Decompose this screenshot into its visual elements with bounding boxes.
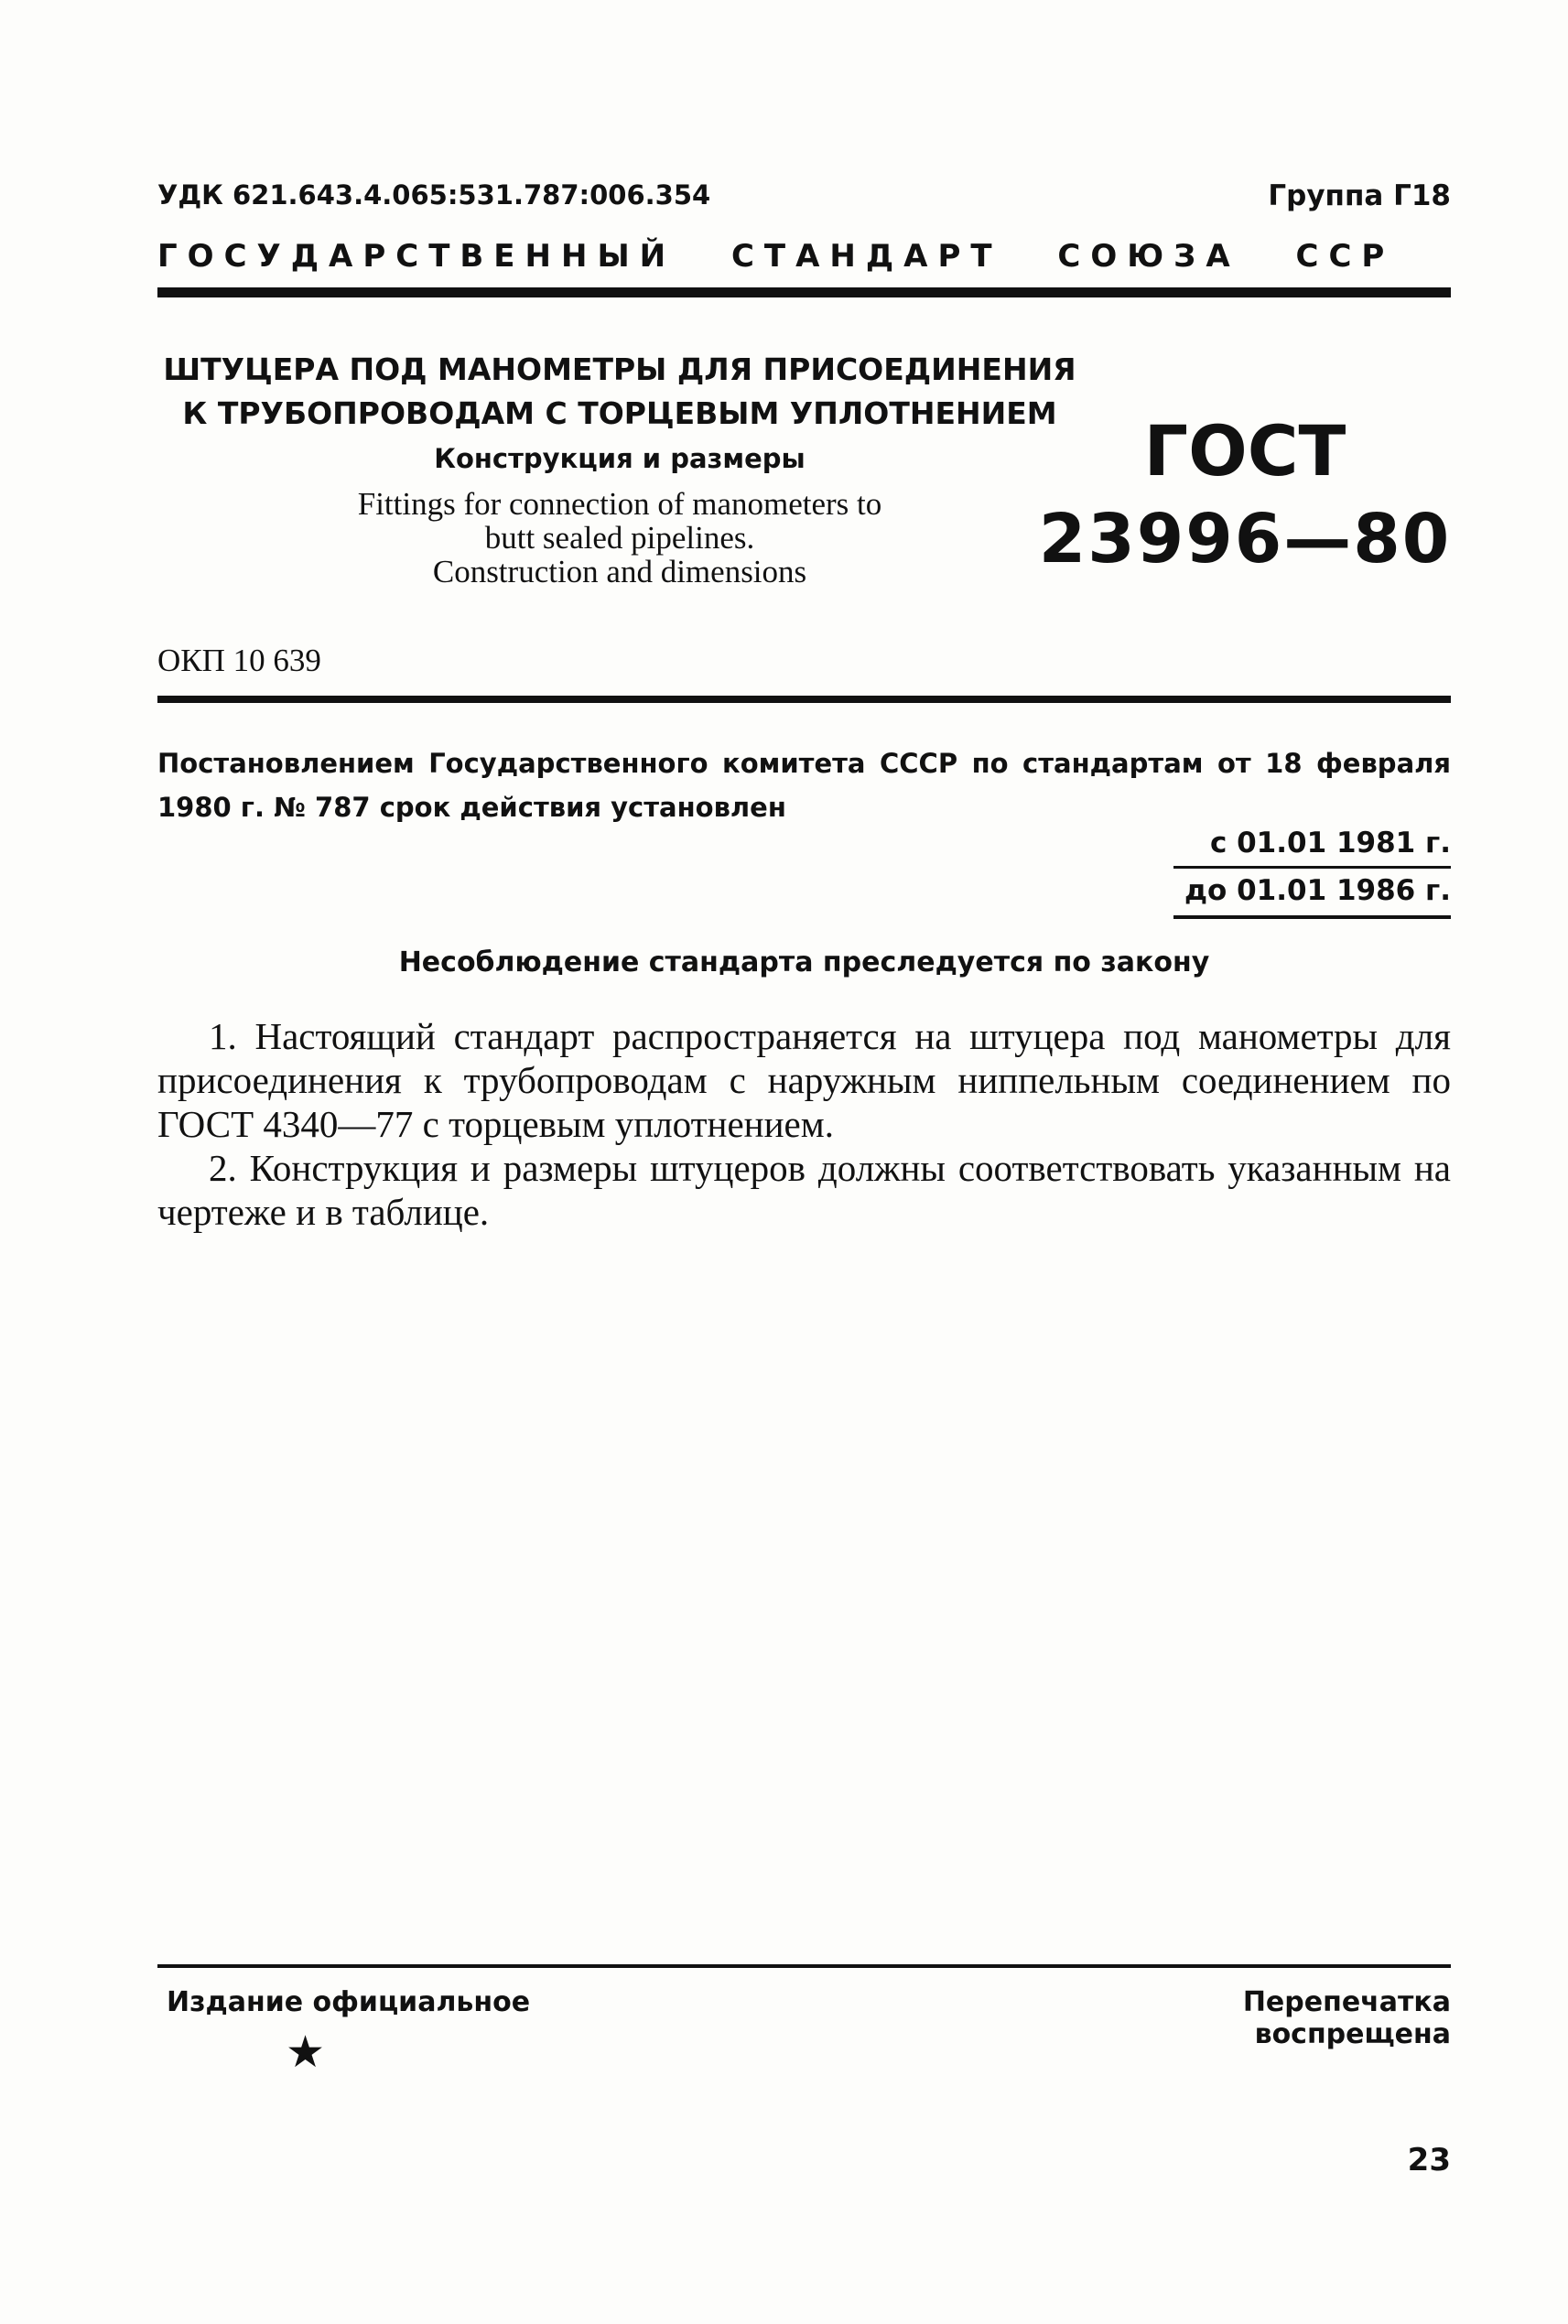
official-edition-label: Издание официальное — [167, 1986, 531, 2018]
title-line-1: ШТУЦЕРА ПОД МАНОМЕТРЫ ДЛЯ ПРИСОЕДИНЕНИЯ — [163, 351, 1076, 387]
english-title-line-1: Fittings for connection of manometers to — [357, 486, 882, 522]
english-title-line-3: Construction and dimensions — [432, 554, 807, 589]
star-icon: ★ — [286, 2028, 326, 2077]
law-notice: Несоблюдение стандарта преследуется по закону — [398, 946, 1210, 978]
effective-date-to: до 01.01 1986 г. — [1184, 874, 1451, 907]
gost-label: ГОСТ — [1143, 410, 1346, 492]
page-number: 23 — [1407, 2142, 1451, 2178]
reprint-prohibited-label: Перепечатка воспрещена — [1242, 1986, 1451, 2050]
paragraph-1: 1. Настоящий стандарт распространяется на штуцера под манометры для присоединения к трубопроводам с наружным ниппельным соединением по ГОСТ 4340—77 с торцевым уплотнением. — [157, 1015, 1451, 1145]
document-title — [157, 348, 1082, 436]
date-divider — [1173, 866, 1451, 869]
footer-rule — [157, 1964, 1451, 1968]
group-code: Группа Г18 — [1268, 179, 1451, 212]
okp-code: ОКП 10 639 — [157, 643, 321, 678]
okp-rule — [157, 696, 1451, 703]
english-title-line-2: butt sealed pipelines. — [484, 520, 755, 556]
udc-code: УДК 621.643.4.065:531.787:006.354 — [157, 179, 711, 211]
gost-number: 23996—80 — [1038, 500, 1452, 578]
header-rule — [157, 287, 1451, 297]
body-text — [157, 1014, 1451, 1234]
english-title — [157, 487, 1082, 589]
state-standard-heading: ГОСУДАРСТВЕННЫЙ СТАНДАРТ СОЮЗА ССР — [157, 238, 1395, 275]
effective-date-from: с 01.01 1981 г. — [1209, 827, 1451, 859]
resolution-text: Постановлением Государственного комитета СССР по стандартам от 18 февраля 1980 г. № 787 срок действия установлен — [157, 748, 1451, 823]
document-subtitle: Конструкция и размеры — [434, 443, 806, 474]
date-rule — [1173, 915, 1451, 919]
paragraph-2: 2. Конструкция и размеры штуцеров должны соответствовать указанным на чертеже и в таблице. — [157, 1147, 1451, 1233]
title-line-2: К ТРУБОПРОВОДАМ С ТОРЦЕВЫМ УПЛОТНЕНИЕМ — [182, 395, 1057, 431]
